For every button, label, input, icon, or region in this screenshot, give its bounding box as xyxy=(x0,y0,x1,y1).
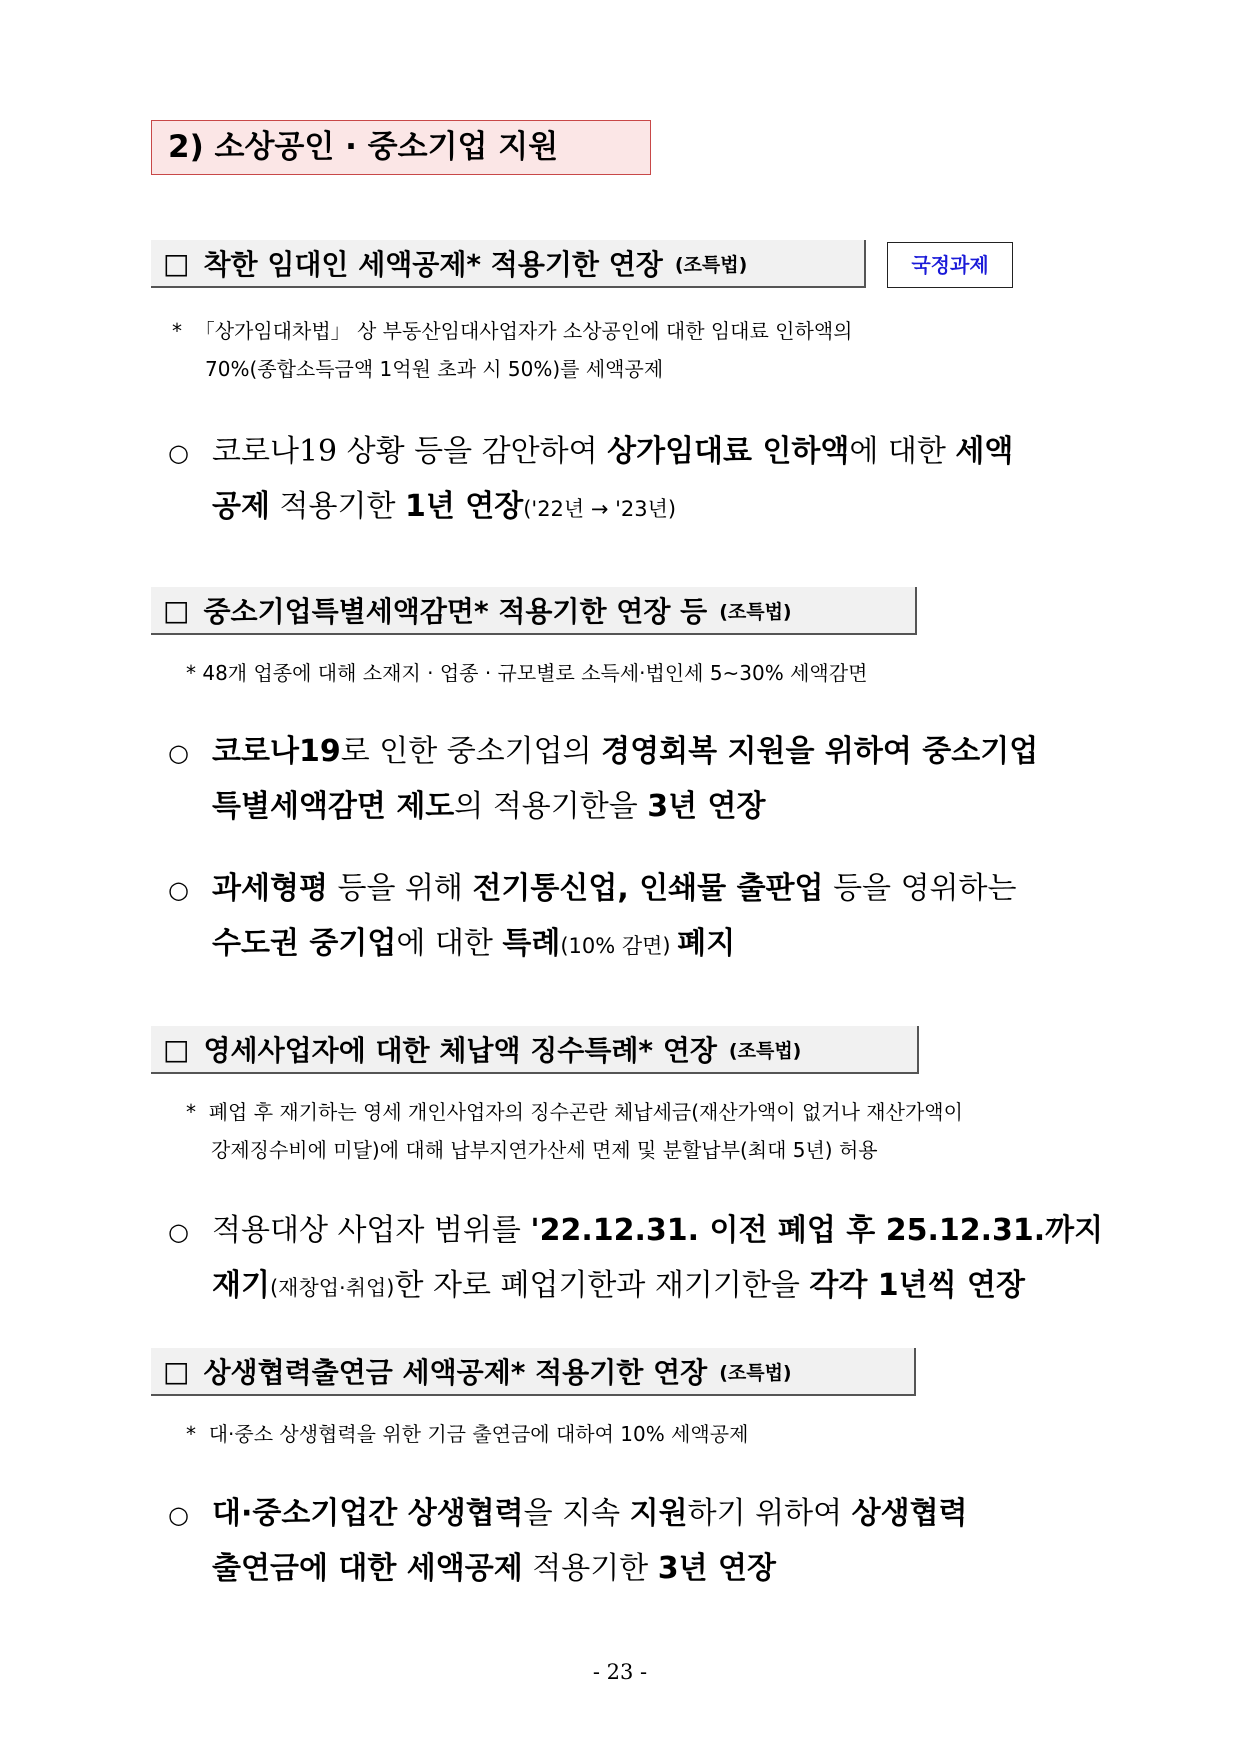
bullet-item xyxy=(168,1487,968,1595)
bullet-marker: ○ xyxy=(168,876,189,904)
bold-text-run: 1년 연장 xyxy=(404,489,524,524)
bullet-marker: ○ xyxy=(168,739,189,767)
checkbox-square-icon: □ xyxy=(163,593,190,627)
text-run: 하기 위하여 xyxy=(687,1496,852,1531)
bold-text-run: 전기통신업, 인쇄물 출판업 xyxy=(472,871,824,906)
bold-text-run: '22.12.31. 이전 폐업 후 25.12.31.까지 xyxy=(530,1213,1104,1248)
bold-text-run: 공제 xyxy=(212,489,270,524)
bullet-line-2 xyxy=(168,1259,1103,1315)
note-line: 70%(종합소득금액 1억원 초과 시 50%)를 세액공제 xyxy=(205,357,664,381)
law-label: (조특법) xyxy=(674,253,748,276)
text-run: 적용기한 xyxy=(269,489,405,524)
bullet-item xyxy=(168,725,1038,833)
bullet-item xyxy=(168,862,1016,973)
bullet-line-2 xyxy=(168,917,1016,973)
text-run: (10% 감면) xyxy=(560,934,678,958)
note-line: * 대·중소 상생협력을 위한 기금 출연금에 대하여 10% 세액공제 xyxy=(186,1422,749,1446)
section-heading-2 xyxy=(151,587,917,635)
law-label: (조특법) xyxy=(719,1361,792,1384)
text-run: 의 적용기한을 xyxy=(454,789,648,824)
bold-text-run: 수도권 중기업 xyxy=(212,926,397,961)
text-run: 에 대한 xyxy=(396,926,503,961)
bold-text-run: 특례 xyxy=(502,926,561,961)
text-run: 로 인한 중소기업의 xyxy=(340,734,602,769)
bold-text-run: 상생협력 xyxy=(851,1496,968,1531)
section-heading-text: 중소기업특별세액감면* 적용기한 연장 등 xyxy=(203,595,708,628)
bold-text-run: 각각 1년씩 연장 xyxy=(809,1268,1026,1303)
text-run: 등을 위해 xyxy=(327,871,473,906)
note-line: * 48개 업종에 대해 소재지 · 업종 · 규모별로 소득세·법인세 5~30% 세액감면 xyxy=(186,661,868,685)
bold-text-run: 3년 연장 xyxy=(647,789,766,824)
section-heading-1 xyxy=(151,240,866,288)
bold-text-run: 지원 xyxy=(629,1496,688,1531)
section-heading-4 xyxy=(151,1348,916,1396)
text-run: (재창업·취업) xyxy=(269,1276,395,1300)
bullet-line-1 xyxy=(168,1487,968,1542)
bullet-line-1 xyxy=(168,425,1013,480)
section-heading-text: 상생협력출연금 세액공제* 적용기한 연장 xyxy=(203,1356,708,1389)
bullet-line-2 xyxy=(168,480,1013,536)
section-heading-text: 영세사업자에 대한 체납액 징수특례* 연장 xyxy=(203,1034,717,1067)
bullet-marker: ○ xyxy=(168,1218,189,1246)
note-line: * 「상가임대차법」 상 부동산임대사업자가 소상공인에 대한 임대료 인하액의 xyxy=(172,319,853,343)
bold-text-run: 폐지 xyxy=(677,926,736,961)
page-number: - 23 - xyxy=(592,1660,648,1684)
bold-text-run: 재기 xyxy=(212,1268,270,1303)
bullet-line-1 xyxy=(168,725,1038,780)
bullet-line-2 xyxy=(168,780,1038,833)
checkbox-square-icon: □ xyxy=(163,1032,190,1066)
text-run: 등을 영위하는 xyxy=(823,871,1017,906)
text-run: ('22년 → '23년) xyxy=(523,497,677,521)
bullet-marker: ○ xyxy=(168,439,189,467)
note-line: * 폐업 후 재기하는 영세 개인사업자의 징수곤란 체납세금(재산가액이 없거나 재산가액이 xyxy=(186,1100,963,1124)
bullet-item xyxy=(168,1204,1103,1315)
section-heading-3 xyxy=(151,1026,919,1074)
checkbox-square-icon: □ xyxy=(163,246,190,280)
bold-text-run: 대·중소기업간 상생협력 xyxy=(212,1496,524,1531)
section-heading-text: 착한 임대인 세액공제* 적용기한 연장 xyxy=(203,248,663,281)
national-task-badge: 국정과제 xyxy=(887,242,1013,288)
law-label: (조특법) xyxy=(719,600,792,623)
bold-text-run: 코로나19 xyxy=(212,734,341,769)
bold-text-run: 3년 연장 xyxy=(657,1551,776,1586)
bullet-line-1 xyxy=(168,862,1016,917)
bold-text-run: 경영회복 지원을 위하여 중소기업 xyxy=(601,734,1039,769)
bold-text-run: 세액 xyxy=(955,434,1014,469)
text-run: 에 대한 xyxy=(849,434,956,469)
text-run: 코로나19 상황 등을 감안하여 xyxy=(212,434,608,469)
bold-text-run: 상가임대료 인하액 xyxy=(607,434,850,469)
bullet-item xyxy=(168,425,1013,536)
text-run: 을 지속 xyxy=(523,1496,630,1531)
bullet-marker: ○ xyxy=(168,1501,189,1529)
law-label: (조특법) xyxy=(728,1039,802,1062)
bullet-line-1 xyxy=(168,1204,1103,1259)
section-title: 2) 소상공인 · 중소기업 지원 xyxy=(151,120,651,175)
bold-text-run: 출연금에 대한 세액공제 xyxy=(212,1551,523,1586)
text-run: 한 자로 폐업기한과 재기기한을 xyxy=(394,1268,810,1303)
text-run: 적용기한 xyxy=(522,1551,658,1586)
bullet-line-2 xyxy=(168,1542,968,1595)
text-run: 적용대상 사업자 범위를 xyxy=(212,1213,531,1248)
checkbox-square-icon: □ xyxy=(163,1354,190,1388)
bold-text-run: 과세형평 xyxy=(212,871,328,906)
note-line: 강제징수비에 미달)에 대해 납부지연가산세 면제 및 분할납부(최대 5년) 허용 xyxy=(211,1138,878,1162)
bold-text-run: 특별세액감면 제도 xyxy=(212,789,455,824)
